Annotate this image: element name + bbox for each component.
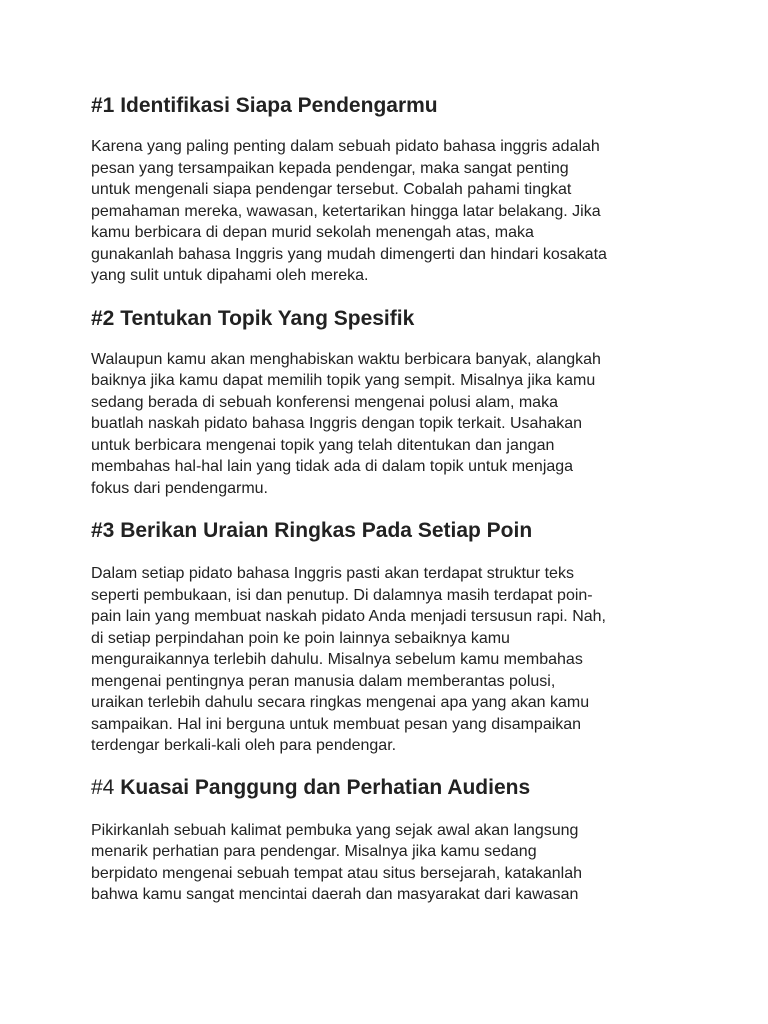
paragraph-line: Dalam setiap pidato bahasa Inggris pasti akan terdapat struktur teks — [91, 565, 574, 582]
section-heading-1 — [91, 92, 691, 120]
paragraph-line: untuk mengenali siapa pendengar tersebut. Cobalah pahami tingkat — [91, 181, 572, 198]
section-title: Kuasai Panggung dan Perhatian Audiens — [120, 775, 531, 799]
section-number: #4 — [91, 775, 115, 799]
paragraph-line: gunakanlah bahasa Inggris yang mudah dimengerti dan hindari kosakata — [91, 245, 607, 263]
paragraph-line: fokus dari pendengarmu. — [91, 479, 268, 497]
paragraph-line: pesan yang tersampaikan kepada pendengar, maka sangat penting — [91, 159, 569, 177]
paragraph-line: pemahaman mereka, wawasan, ketertarikan hingga latar belakang. Jika — [91, 202, 601, 220]
paragraph-line: menarik perhatian para pendengar. Misalnya jika kamu sedang — [91, 843, 537, 860]
paragraph-line: mengenai pentingnya peran manusia dalam memberantas polusi, — [91, 672, 556, 690]
section-title: Identifikasi Siapa Pendengarmu — [120, 94, 438, 117]
paragraph-line: bahwa kamu sangat mencintai daerah dan masyarakat dari kawasan — [91, 886, 579, 903]
paragraph-line: baiknya jika kamu dapat memilih topik yang sempit. Misalnya jika kamu — [91, 372, 596, 389]
paragraph-line: pain lain yang membuat naskah pidato Anda menjadi tersusun rapi. Nah, — [91, 608, 606, 625]
section-heading-3 — [91, 517, 691, 545]
section-heading-2 — [91, 305, 691, 333]
section-title: Berikan Uraian Ringkas Pada Setiap Poin — [120, 519, 533, 542]
paragraph-line: terdengar berkali-kali oleh para pendengar. — [91, 737, 397, 754]
section-paragraph-2 — [91, 349, 691, 500]
section-number: #1 — [91, 94, 115, 117]
paragraph-line: buatlah naskah pidato bahasa Inggris dengan topik terkait. Usahakan — [91, 415, 583, 432]
paragraph-line: Karena yang paling penting dalam sebuah pidato bahasa inggris adalah — [91, 138, 600, 155]
paragraph-line: yang sulit untuk dipahami oleh mereka. — [91, 267, 369, 284]
paragraph-line: di setiap perpindahan poin ke poin lainnya sebaiknya kamu — [91, 629, 510, 647]
paragraph-line: seperti pembukaan, isi dan penutup. Di dalamnya masih terdapat poin- — [91, 586, 593, 604]
paragraph-line: berpidato mengenai sebuah tempat atau situs bersejarah, katakanlah — [91, 864, 582, 882]
section-paragraph-4 — [91, 820, 691, 906]
paragraph-line: Walaupun kamu akan menghabiskan waktu berbicara banyak, alangkah — [91, 350, 601, 368]
section-paragraph-3 — [91, 563, 691, 757]
section-paragraph-1 — [91, 136, 691, 287]
document-page — [91, 92, 691, 906]
section-title: Tentukan Topik Yang Spesifik — [120, 306, 415, 330]
paragraph-line: untuk berbicara mengenai topik yang telah ditentukan dan jangan — [91, 436, 555, 454]
paragraph-line: uraikan terlebih dahulu secara ringkas mengenai apa yang akan kamu — [91, 694, 590, 711]
paragraph-line: Pikirkanlah sebuah kalimat pembuka yang sejak awal akan langsung — [91, 821, 579, 839]
section-heading-4 — [91, 774, 691, 802]
paragraph-line: membahas hal-hal lain yang tidak ada di dalam topik untuk menjaga — [91, 458, 574, 475]
paragraph-line: menguraikannya terlebih dahulu. Misalnya sebelum kamu membahas — [91, 651, 583, 668]
section-number: #2 — [91, 306, 115, 330]
paragraph-line: kamu berbicara di depan murid sekolah menengah atas, maka — [91, 224, 534, 241]
paragraph-line: sedang berada di sebuah konferensi mengenai polusi alam, maka — [91, 393, 558, 411]
paragraph-line: sampaikan. Hal ini berguna untuk membuat pesan yang disampaikan — [91, 715, 582, 733]
section-number: #3 — [91, 519, 115, 542]
